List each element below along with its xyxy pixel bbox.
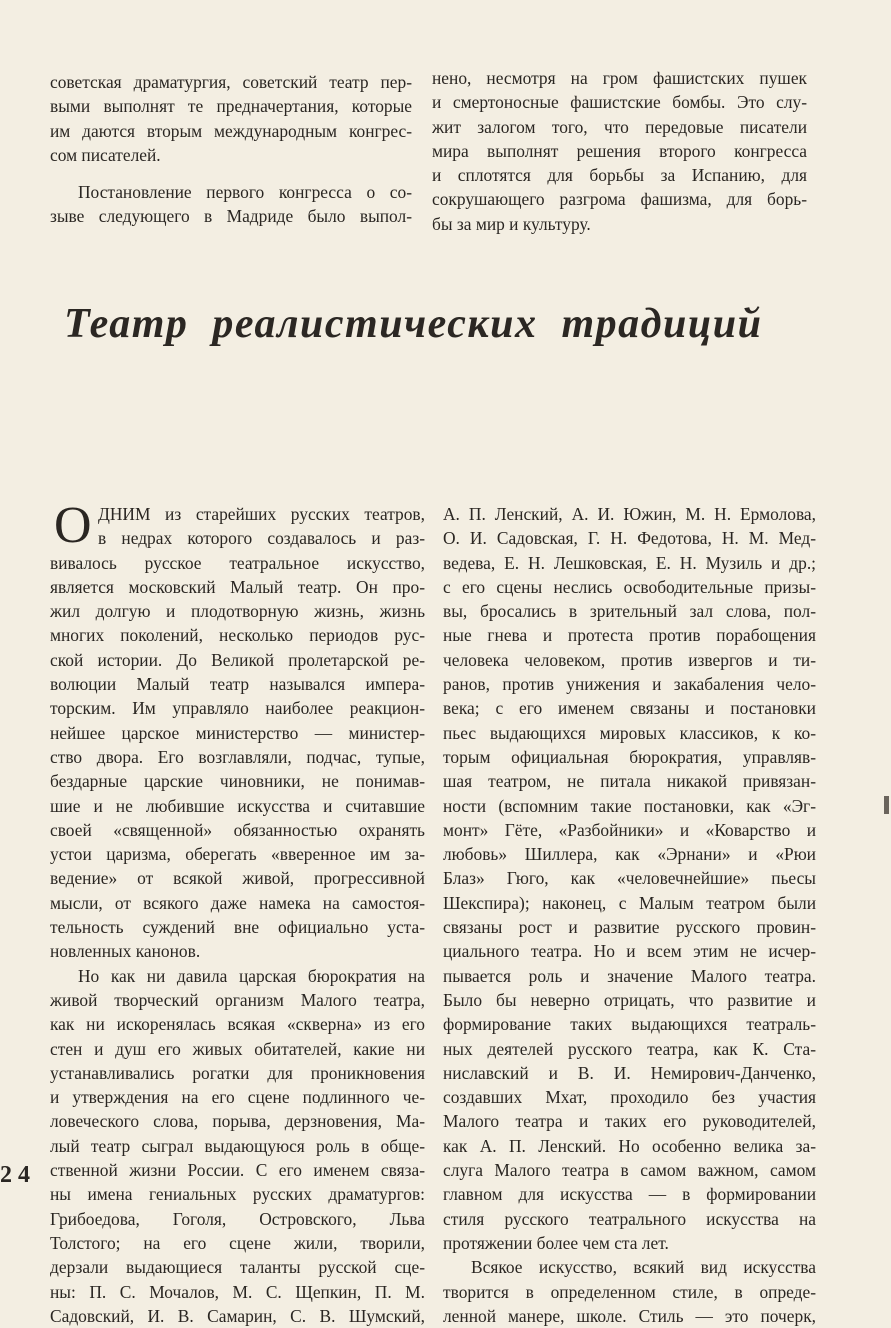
paragraph [50, 180, 412, 229]
paragraph [50, 964, 425, 1328]
opening-lines [50, 497, 425, 554]
text-line: является московский Малый театр. Он про- [50, 576, 425, 597]
text-line: ленной манере, школе. Стиль — это почерк, [443, 1305, 816, 1326]
text-line: ведение» от всякой живой, прогрессивной [50, 868, 425, 889]
text-line: нейшее царское министерство — министер- [50, 722, 425, 743]
text-line: советская драматургия, советский театр пер- [50, 72, 412, 92]
text-line: и смертоносные фашистские бомбы. Это слу- [432, 92, 807, 113]
text-line: человека человеком, против извергов и ти- [443, 649, 816, 670]
text-line: нено, несмотря на гром фашистских пушек [432, 68, 807, 88]
text-line: формирование таких выдающихся театраль- [443, 1014, 816, 1035]
text-line: ведева, Е. Н. Лешковская, Е. Н. Музиль и др.; [443, 552, 816, 573]
text-line: ные гнева и протеста против порабощения [443, 625, 816, 646]
text-line: Шекспира); наконец, с Малым театром были [443, 892, 816, 913]
text-line: волюции Малый театр назывался импера- [50, 674, 425, 695]
text-line: Было бы неверно отрицать, что развитие и [443, 989, 816, 1010]
text-line: в недрах которого создавалось и раз- [98, 528, 425, 549]
text-line: ниславский и В. И. Немирович-Данченко, [443, 1062, 816, 1083]
text-line: торским. Им управляло наиболее реакцион- [50, 698, 425, 719]
text-line: шие и не любившие искусства и считавшие [50, 795, 425, 816]
body-left-column [50, 497, 425, 1328]
text-line: сом писателей. [50, 144, 161, 165]
text-line: протяжении более чем ста лет. [443, 1232, 669, 1253]
text-line: любовь» Шиллера, как «Эрнани» и «Рюи [443, 844, 816, 865]
text-line: с его сцены неслись освободительные призы- [443, 576, 816, 597]
text-line: вивалось русское театральное искусство, [50, 552, 425, 573]
paragraph [432, 66, 807, 236]
text-line: ство двора. Его возглавляли, подчас, тупые, [50, 746, 425, 767]
text-line: Садовский, И. В. Самарин, С. В. Шумский, [50, 1305, 425, 1326]
text-line: ных деятелей русского театра, как К. Ста- [443, 1038, 816, 1059]
text-line: дерзали выдающиеся таланты русской сце- [50, 1257, 425, 1278]
text-line: мира выполнят решения второго конгресса [432, 140, 807, 161]
text-line: вы, бросались в зрительный зал слова, пол- [443, 601, 816, 622]
text-line: устои царизма, оберегать «вверенное им за- [50, 844, 425, 865]
text-line: Всякое искусство, всякий вид искусства [471, 1257, 816, 1278]
text-line: лый театр сыграл выдающуюся роль в обще- [50, 1135, 425, 1156]
text-line: слуга Малого театра в самом важном, самом [443, 1160, 816, 1181]
text-line: новленных канонов. [50, 941, 201, 962]
text-line: Но как ни давила царская бюрократия на [78, 965, 425, 986]
text-line: и утверждения на его сцене подлинного че- [50, 1087, 425, 1108]
text-line: им даются вторым международным конгрес- [50, 120, 412, 141]
text-line: как А. П. Ленский. Но особенно велика за- [443, 1135, 816, 1156]
text-line: ловеческого слова, порыва, дерзновения, Ма- [50, 1111, 425, 1132]
page-number: 24 [0, 1162, 36, 1188]
text-line: жит залогом того, что передовые писатели [432, 116, 807, 137]
text-line: ранов, против унижения и закабаления чело- [443, 674, 816, 695]
text-line: живой творческий организм Малого театра, [50, 989, 425, 1010]
paragraph [50, 70, 412, 167]
text-line: пьес выдающихся мировых классиков, к ко- [443, 722, 816, 743]
text-line: создавших Мхат, проходило без участия [443, 1087, 816, 1108]
paragraph [50, 551, 425, 964]
text-line: творится в определенном стиле, в опреде- [443, 1281, 816, 1302]
text-line: ны: П. С. Мочалов, М. С. Щепкин, П. М. [50, 1281, 425, 1302]
text-line: стиля русского театрального искусства на [443, 1208, 816, 1229]
text-line: О. И. Садовская, Г. Н. Федотова, Н. М. Мед- [443, 528, 816, 549]
text-line: Малого театра и таких его руководителей, [443, 1111, 816, 1132]
scan-edge-mark [884, 796, 889, 814]
body-right-column [443, 502, 816, 1328]
text-line: ДНИМ из старейших русских театров, [98, 504, 425, 524]
text-line: своей «священной» обязанностью охранять [50, 819, 425, 840]
text-line: связаны рост и развитие русского провин- [443, 917, 816, 938]
text-line: Толстого; на его сцене жили, творили, [50, 1232, 425, 1253]
text-line: Постановление первого конгресса о со- [78, 182, 412, 203]
text-line: мысли, от всякого даже намека на самостоя- [50, 892, 425, 913]
text-line: ской истории. До Великой пролетарской ре- [50, 649, 425, 670]
text-line: стен и душ его живых обитателей, какие ни [50, 1038, 425, 1059]
text-line: многих поколений, несколько периодов рус- [50, 625, 425, 646]
text-line: зыве следующего в Мадриде было выпол- [50, 206, 412, 227]
text-line: как ни искоренялась всякая «скверна» из его [50, 1014, 425, 1035]
text-line: ны имена гениальных русских драматургов: [50, 1184, 425, 1205]
text-line: устанавливались рогатки для проникновения [50, 1062, 425, 1083]
text-line: циального театра. Но и всем этим не исчер- [443, 941, 816, 962]
drop-cap: О [54, 497, 92, 554]
text-line: монт» Гёте, «Разбойники» и «Коварство и [443, 819, 816, 840]
text-line: и сплотятся для борьбы за Испанию, для [432, 165, 807, 186]
text-line: шая театром, не питала никакой привязан- [443, 771, 816, 792]
text-line: бездарные царские чиновники, не понимав- [50, 771, 425, 792]
text-line: века; с его именем связаны и постановки [443, 698, 816, 719]
text-line: ственной жизни России. С его именем связа- [50, 1160, 425, 1181]
text-line: пывается роль и значение Малого театра. [443, 965, 816, 986]
paragraph [443, 502, 816, 1255]
text-line: ности (вспомним такие постановки, как «Эг- [443, 795, 816, 816]
article-title: Театр реалистических традиций [64, 301, 763, 347]
paragraph [443, 1255, 816, 1328]
top-left-column [50, 70, 412, 229]
text-line: сокрушающего разгрома фашизма, для борь- [432, 189, 807, 210]
text-line: жил долгую и плодотворную жизнь, жизнь [50, 601, 425, 622]
text-line: Грибоедова, Гоголя, Островского, Льва [50, 1208, 425, 1229]
text-line: тельность суждений вне официально уста- [50, 917, 425, 938]
text-line: А. П. Ленский, А. И. Южин, М. Н. Ермолова, [443, 504, 816, 524]
top-right-column [432, 66, 807, 236]
text-line: Блаз» Гюго, как «человечнейшие» пьесы [443, 868, 816, 889]
text-line: торым официальная бюрократия, управляв- [443, 746, 816, 767]
text-line: бы за мир и культуру. [432, 213, 591, 234]
text-line: выми выполнят те предначертания, которые [50, 96, 412, 117]
text-line: главном для искусства — в формировании [443, 1184, 816, 1205]
